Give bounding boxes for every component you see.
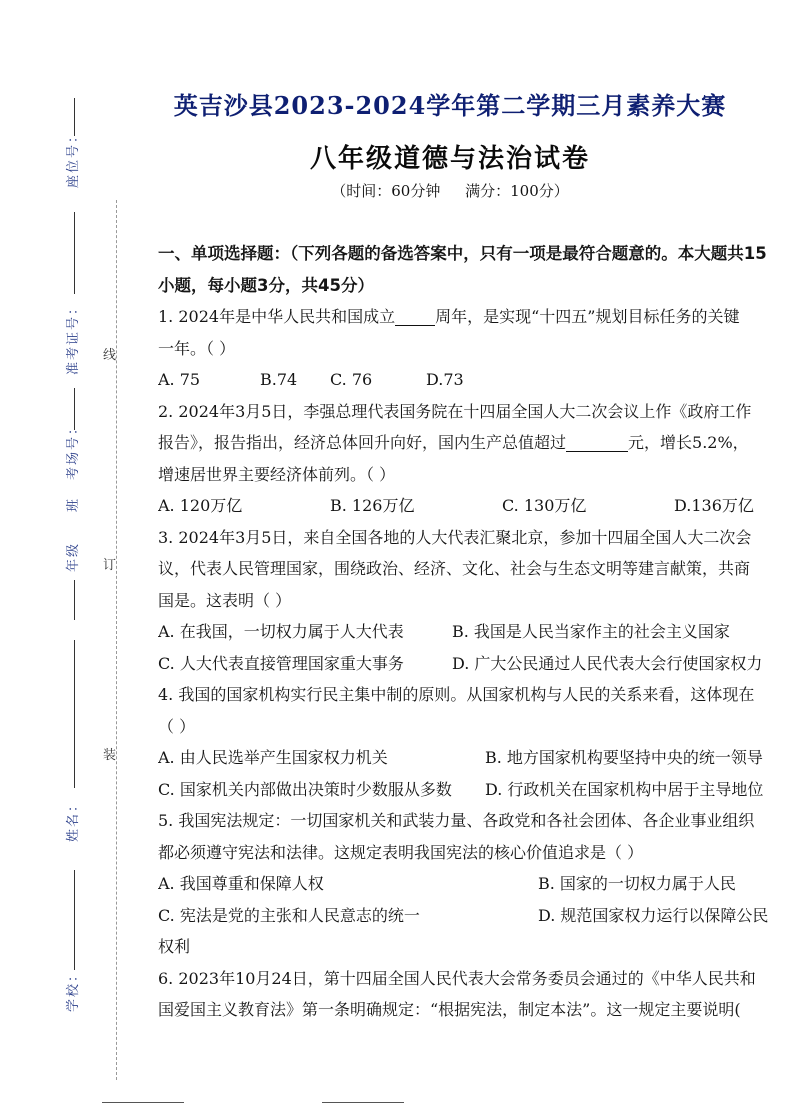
exam-title: 英吉沙县2023-2024学年第二学期三月素养大赛	[173, 91, 727, 120]
option-a: A. 75	[158, 370, 201, 389]
option-b: B. 126万亿	[330, 496, 415, 515]
question-6-cont: 国爱国主义教育法》第一条明确规定：“根据宪法，制定本法”。这一规定主要说明(	[158, 1000, 741, 1019]
answer-blank	[395, 307, 435, 326]
line-mark: 线	[103, 344, 116, 363]
question-1-cont: 一年。（ ）	[158, 338, 236, 358]
grade-line	[74, 580, 75, 620]
question-3-cont2: 国是。这表明（ ）	[158, 590, 292, 610]
exam-meta: （时间：60分钟 满分：100分）	[331, 182, 569, 200]
footer-rule-left	[102, 1102, 184, 1103]
question-3-cont: 议，代表人民管理国家，围绕政治、经济、文化、社会与生态文明等建言献策，共商	[158, 559, 751, 578]
option-a: A. 由人民选举产生国家权力机关	[158, 748, 388, 767]
question-3-options-row1	[158, 616, 794, 648]
option-c: C. 宪法是党的主张和人民意志的统一	[158, 905, 420, 925]
question-1: 1. 2024年是中华人民共和国成立 周年，是实现“十四五”规划目标任务的关键	[158, 307, 740, 326]
question-4-options-row2	[158, 774, 794, 806]
option-b: B. 地方国家机构要坚持中央的统一领导	[485, 748, 763, 767]
order-mark: 订	[103, 554, 116, 573]
cut-line	[116, 200, 117, 1080]
school-label: 学校：	[66, 966, 81, 1012]
question-4: 4. 我国的国家机构实行民主集中制的原则。从国家机构与人民的关系来看，这体现在	[158, 685, 755, 704]
question-2-cont: 报告》，报告指出，经济总体回升向好，国内生产总值超过 元，增长5.2%，	[158, 433, 749, 452]
option-c: C. 130万亿	[502, 496, 587, 515]
school-line	[74, 870, 75, 970]
option-a: A. 120万亿	[158, 496, 243, 515]
question-5: 5. 我国宪法规定：一切国家机关和武装力量、各政党和各社会团体、各企业事业组织	[158, 811, 755, 830]
question-5-options-row1	[158, 868, 794, 900]
question-1-options	[158, 364, 794, 396]
bind-mark: 装	[103, 744, 116, 763]
option-a: A. 在我国，一切权力属于人大代表	[158, 622, 404, 641]
option-d: D. 广大公民通过人民代表大会行使国家权力	[452, 653, 763, 673]
question-4-cont: （ ）	[158, 716, 196, 736]
question-5-option-wrap: 权利	[158, 937, 191, 956]
name-label: 姓名：	[66, 796, 81, 842]
question-6: 6. 2023年10月24日，第十四届全国人民代表大会常务委员会通过的《中华人民共和	[158, 968, 756, 988]
option-d: D.136万亿	[674, 496, 754, 515]
question-3: 3. 2024年3月5日，来自全国各地的人大代表汇聚北京，参加十四届全国人大二次会	[158, 527, 752, 547]
option-c: C. 国家机关内部做出决策时少数服从多数	[158, 779, 452, 799]
exam-subtitle: 八年级道德与法治试卷	[309, 144, 590, 174]
question-2-options	[158, 490, 794, 522]
option-b: B.74	[260, 370, 298, 389]
question-5-options-row2	[158, 900, 794, 932]
option-d: D.73	[426, 370, 464, 389]
question-4-options-row1	[158, 742, 794, 774]
option-b: B. 我国是人民当家作主的社会主义国家	[452, 622, 730, 641]
grade-label: 年级	[66, 541, 81, 572]
question-2: 2. 2024年3月5日，李强总理代表国务院在十四届全国人大二次会议上作《政府工作	[158, 401, 752, 421]
seat-line	[74, 98, 75, 136]
question-2-cont2: 增速居世界主要经济体前列。（ ）	[158, 464, 396, 484]
name-line	[74, 640, 75, 788]
seat-label: 座位号：	[66, 127, 81, 188]
section-heading: 一、单项选择题：（下列各题的备选答案中，只有一项是最符合题意的。本大题共15	[158, 244, 767, 263]
option-a: A. 我国尊重和保障人权	[158, 874, 324, 893]
option-c: C. 76	[330, 370, 373, 389]
room-label: 考场号：	[66, 419, 81, 480]
question-area	[158, 238, 794, 1026]
exam-no-line	[74, 212, 75, 294]
exam-no-label: 准考证号：	[66, 299, 81, 375]
question-5-cont: 都必须遵守宪法和法律。这规定表明我国宪法的核心价值追求是（ ）	[158, 842, 644, 862]
footer-rule-right	[322, 1102, 404, 1103]
option-d: D. 规范国家权力运行以保障公民	[538, 905, 769, 925]
question-3-options-row2	[158, 648, 794, 680]
answer-blank	[566, 433, 628, 452]
option-b: B. 国家的一切权力属于人民	[538, 874, 736, 893]
option-d: D. 行政机关在国家机构中居于主导地位	[485, 779, 764, 799]
option-c: C. 人大代表直接管理国家重大事务	[158, 653, 404, 673]
section-heading-cont: 小题，每小题3分，共45分）	[158, 275, 374, 295]
class-label: 班	[66, 496, 81, 512]
